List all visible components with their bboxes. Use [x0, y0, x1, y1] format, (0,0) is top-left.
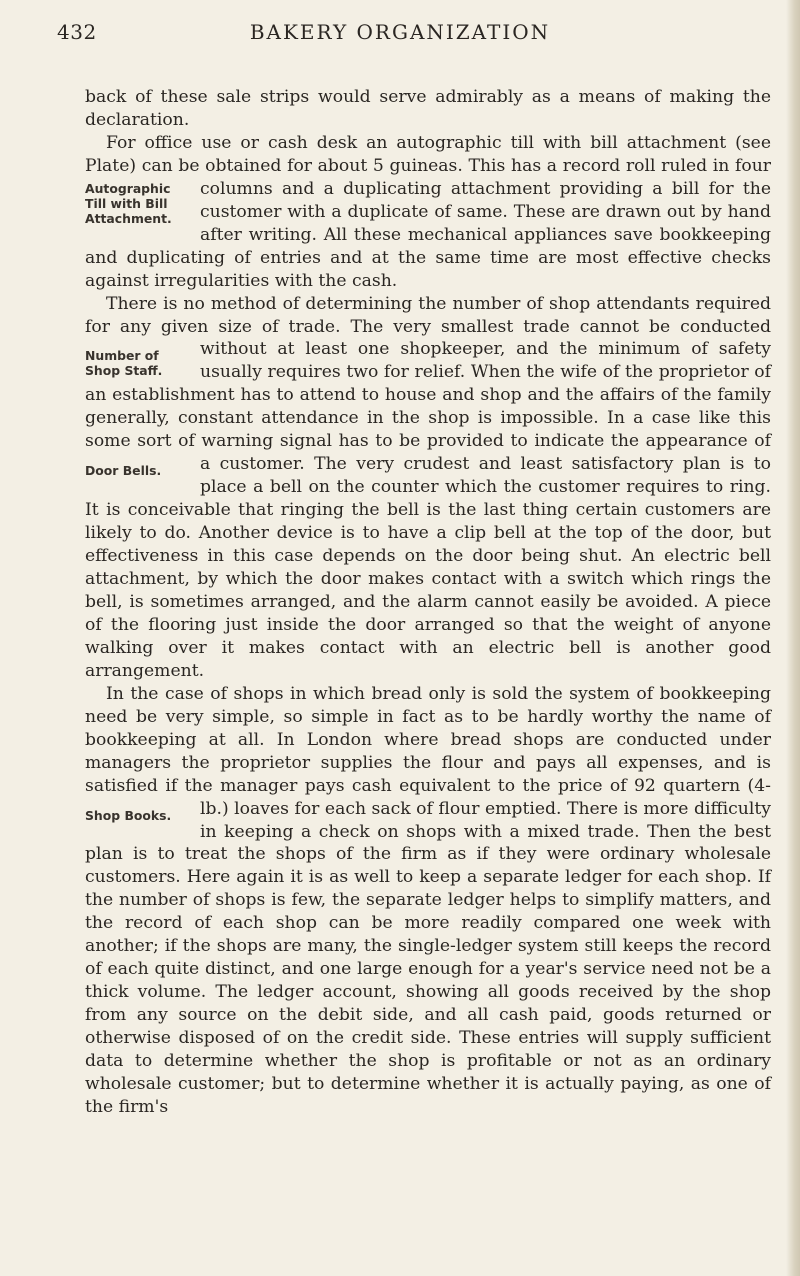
paragraph-4	[85, 683, 771, 1119]
paragraph-1-text: back of these sale strips would serve admirably as a means of making the declaration.	[85, 87, 771, 130]
running-title: BAKERY ORGANIZATION	[249, 20, 551, 44]
paragraph-3-text-c: satisfactory plan is to place a bell on the counter which the customer requires to ring. It is conceivable that ringing the bell is the last thing certain customers are likely to do. Another device is to have a clip bell at the top of the door, but effectiveness in this case depends on the door being shut. An electric bell attachment, by which the door makes contact with a switch which rings the bell, is sometimes arranged, and the alarm cannot easily be avoided. A piece of the flooring just inside the door arranged so that the weight of anyone walking over it makes contact with an electric bell is another good arrangement.	[85, 454, 771, 681]
paragraph-2-text-b: customer with a duplicate of same. These are drawn out by hand after writing. All these mechanical appliances save bookkeeping and duplicating of entries and at the same time are most effective checks against irregularities with the cash.	[85, 201, 771, 291]
paragraph-2-text-a: For office use or cash desk an autographic till with bill attachment (see Plate) can be obtained for about 5 guineas. This has a record roll ruled in four columns and a duplicating attachment providing a bill for the	[85, 132, 771, 199]
paragraph-3-text-b: usually requires two for relief. When the wife of the proprietor of an establishment has to attend to house and shop and the affairs of the family generally, constant attendance in the shop is impossible. In a case like this some sort of warning signal has to be provided to indicate the appearance of a customer. The very crudest and least	[85, 362, 771, 475]
paragraph-4-text-a: In the case of shops in which bread only is sold the system of bookkeeping need be very simple, so simple in fact as to be hardly worthy the name of bookkeeping at all. In London where bread shops are conducted under managers the proprietor supplies the flour and pays all expenses, and is satisfied if the manager pays cash equivalent to the price of 92 quartern (4-lb.) loaves for each sack of flour emptied. There is more	[85, 683, 771, 819]
body-text	[85, 86, 771, 1119]
paragraph-3	[85, 293, 771, 683]
page-number: 432	[57, 20, 97, 44]
paragraph-1	[85, 86, 771, 132]
margin-note-door-bells: Door Bells.	[85, 463, 162, 479]
margin-note-shop-books: Shop Books.	[85, 807, 172, 823]
paragraph-3-text-a: There is no method of determining the number of shop attendants required for any given size of trade. The very smallest trade cannot be conducted without at least one shopkeeper, and the minimum of safety	[85, 293, 771, 360]
margin-note-shop-staff: Number of Shop Staff.	[85, 348, 163, 379]
margin-note-autographic-till: Autographic Till with Bill Attachment.	[85, 180, 172, 226]
page-edge-shadow	[786, 0, 800, 1276]
paragraph-4-text-b: difficulty in keeping a check on shops with a mixed trade. Then the best plan is to treat the shops of the firm as if they were ordinary wholesale customers. Here again it is as well to keep a separate ledger for each shop. If the number of shops is few, the separate ledger helps to simplify matters, and the record of each shop can be more readily compared one week with another; if the shops are many, the single-ledger system still keeps the record of each quite distinct, and one large enough for a year's service need not be a thick volume. The ledger account, showing all goods received by the shop from any source on the debit side, and all cash paid, goods returned or otherwise disposed of on the credit side. These entries will supply sufficient data to determine whether the shop is profitable or not as an ordinary wholesale customer; but to determine whether it is actually paying, as one of the firm's	[85, 798, 771, 1117]
paragraph-2	[85, 132, 771, 293]
